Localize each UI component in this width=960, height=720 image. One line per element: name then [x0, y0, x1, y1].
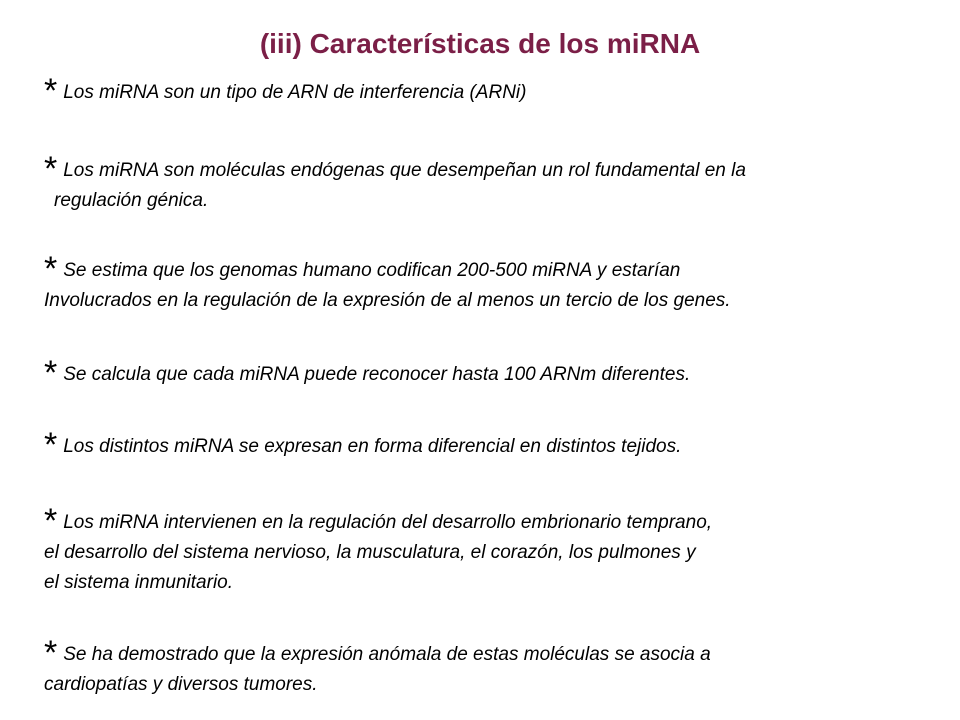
bullet-text: Se ha demostrado que la expresión anómala de estas moléculas se asocia a [63, 644, 711, 665]
bullet-text: Se estima que los genomas humano codifican 200-500 miRNA y estarían [63, 260, 681, 281]
bullet-line [44, 150, 944, 188]
bullet-item-2 [44, 150, 944, 216]
bullet-line [44, 72, 944, 110]
bullet-line [44, 354, 944, 392]
bullet-text: Se calcula que cada miRNA puede reconocer hasta 100 ARNm diferentes. [63, 364, 691, 385]
bullet-text: Los miRNA intervienen en la regulación del desarrollo embrionario temprano, [63, 512, 713, 533]
bullet-item-5 [44, 426, 944, 464]
asterisk-bullet-icon: * [44, 150, 58, 188]
bullet-line: el desarrollo del sistema nervioso, la musculatura, el corazón, los pulmones y [44, 542, 696, 563]
bullet-item-3 [44, 250, 944, 316]
bullet-line: cardiopatías y diversos tumores. [44, 674, 318, 695]
bullet-line: el sistema inmunitario. [44, 572, 234, 593]
bullet-line: Involucrados en la regulación de la expresión de al menos un tercio de los genes. [44, 290, 731, 311]
bullet-text: Los miRNA son moléculas endógenas que desempeñan un rol fundamental en la [63, 160, 746, 181]
asterisk-bullet-icon: * [44, 502, 58, 540]
bullet-text: Los miRNA son un tipo de ARN de interferencia (ARNi) [63, 82, 527, 103]
bullet-item-6 [44, 502, 944, 598]
bullet-item-4 [44, 354, 944, 392]
asterisk-bullet-icon: * [44, 72, 58, 110]
bullet-line: regulación génica. [54, 190, 209, 211]
bullet-line [44, 634, 944, 672]
bullet-text: Los distintos miRNA se expresan en forma diferencial en distintos tejidos. [63, 436, 682, 457]
bullet-item-1 [44, 72, 944, 110]
asterisk-bullet-icon: * [44, 354, 58, 392]
asterisk-bullet-icon: * [44, 426, 58, 464]
bullet-line [44, 426, 944, 464]
page-title: (iii) Características de los miRNA [259, 28, 701, 59]
bullet-item-7 [44, 634, 944, 700]
asterisk-bullet-icon: * [44, 250, 58, 288]
asterisk-bullet-icon: * [44, 634, 58, 672]
bullet-line [44, 502, 944, 540]
bullet-line [44, 250, 944, 288]
